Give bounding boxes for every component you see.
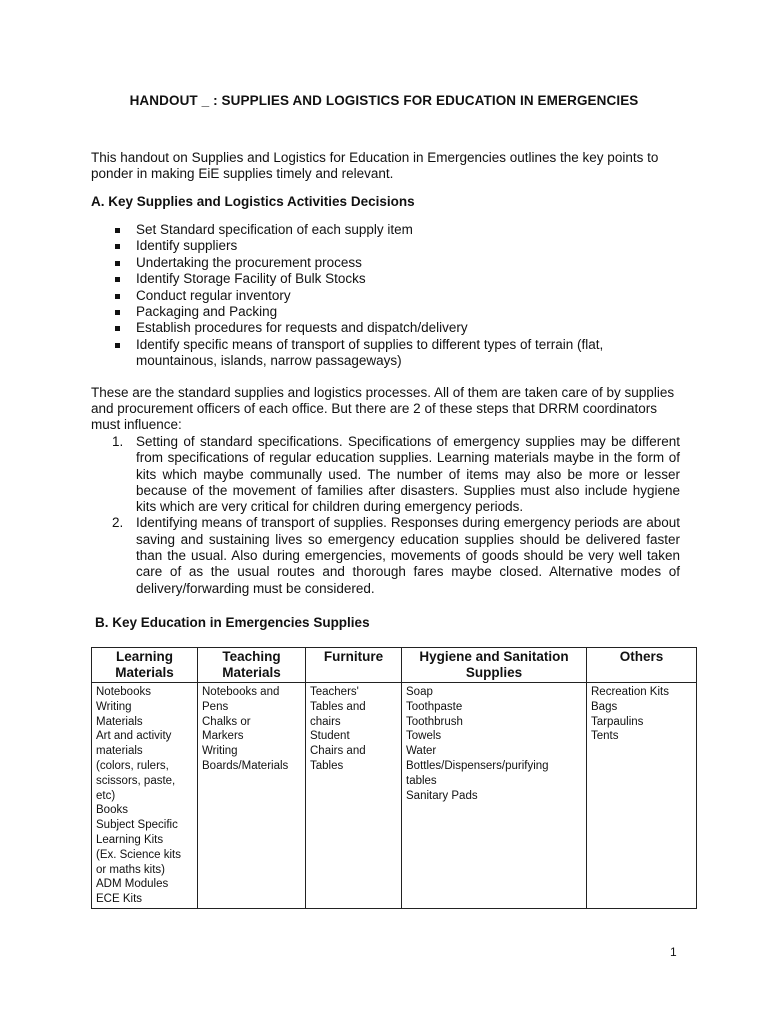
step-item bbox=[112, 434, 680, 515]
list-item: Identify suppliers bbox=[112, 238, 652, 254]
list-item: Establish procedures for requests and dispatch/delivery bbox=[112, 320, 652, 336]
cell-others: Recreation Kits Bags Tarpaulins Tents bbox=[587, 683, 697, 909]
supplies-table bbox=[91, 647, 697, 909]
cell-hygiene-sanitation: Soap Toothpaste Toothbrush Towels Water Bottles/Dispensers/purifying tables Sanitary Pads bbox=[402, 683, 587, 909]
section-b-heading: B. Key Education in Emergencies Supplies bbox=[95, 615, 370, 630]
list-item: Packaging and Packing bbox=[112, 304, 652, 320]
list-item: Conduct regular inventory bbox=[112, 288, 652, 304]
intro-paragraph: This handout on Supplies and Logistics for Education in Emergencies outlines the key points to ponder in making EiE supplies timely and relevant. bbox=[91, 150, 659, 182]
cell-teaching-materials: Notebooks and Pens Chalks or Markers Writing Boards/Materials bbox=[198, 683, 306, 909]
list-item: Undertaking the procurement process bbox=[112, 255, 652, 271]
cell-furniture: Teachers' Tables and chairs Student Chairs and Tables bbox=[306, 683, 402, 909]
column-header-hygiene-sanitation: Hygiene and Sanitation Supplies bbox=[402, 648, 587, 683]
list-item: Identify specific means of transport of supplies to different types of terrain (flat, mountainous, islands, narrow passageways) bbox=[112, 337, 652, 370]
key-activities-list bbox=[112, 222, 652, 370]
step-text: Setting of standard specifications. Specifications of emergency supplies may be different from specifications of regular education supplies. Learning materials maybe in the form of kits which maybe communally used. The number of items may also be more or lesser because of the movement of families after disasters. Supplies must also include hygiene kits which are very critical for children during emergency periods. bbox=[136, 434, 680, 515]
numbered-steps-list bbox=[112, 434, 680, 597]
step-item bbox=[112, 515, 680, 596]
page-number: 1 bbox=[670, 945, 677, 959]
cell-learning-materials: Notebooks Writing Materials Art and activity materials (colors, rulers, scissors, paste, etc) Books Subject Specific Learning Kits (Ex. Science kits or maths kits) ADM Modules ECE Kits bbox=[92, 683, 198, 909]
column-header-others: Others bbox=[587, 648, 697, 683]
column-header-teaching-materials: Teaching Materials bbox=[198, 648, 306, 683]
table-row bbox=[92, 683, 697, 909]
list-item: Set Standard specification of each supply item bbox=[112, 222, 652, 238]
section-a-heading: A. Key Supplies and Logistics Activities Decisions bbox=[91, 194, 415, 209]
step-number: 1. bbox=[112, 434, 124, 449]
step-text: Identifying means of transport of supplies. Responses during emergency periods are about saving and sustaining lives so emergency education supplies should be delivered faster than the usual. Also during emergencies, movements of goods should be very well taken care of as the usual routes and thorough fares maybe closed. Alternative modes of delivery/forwarding must be considered. bbox=[136, 515, 680, 596]
processes-paragraph: These are the standard supplies and logistics processes. All of them are taken care of by supplies and procurement officers of each office. But there are 2 of these steps that DRRM coordinators must influence: bbox=[91, 385, 675, 433]
step-number: 2. bbox=[112, 515, 124, 531]
column-header-learning-materials: Learning Materials bbox=[92, 648, 198, 683]
table-header-row bbox=[92, 648, 697, 683]
document-title: HANDOUT _ : SUPPLIES AND LOGISTICS FOR EDUCATION IN EMERGENCIES bbox=[129, 93, 639, 108]
list-item: Identify Storage Facility of Bulk Stocks bbox=[112, 271, 652, 287]
column-header-furniture: Furniture bbox=[306, 648, 402, 683]
